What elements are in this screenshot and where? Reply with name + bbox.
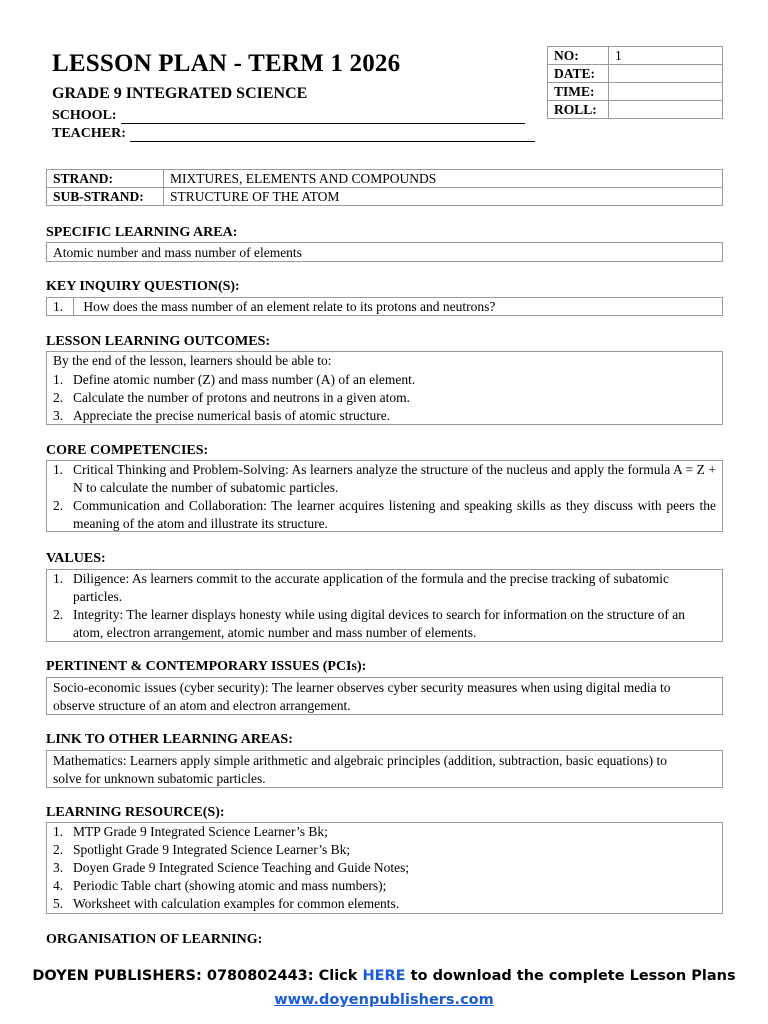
links-text: Mathematics: Learners apply simple arithmetic and algebraic principles (addition, subtraction, basic equations) to solve for unknown subatomic particles. [53, 753, 668, 786]
strand-label: STRAND: [47, 170, 164, 188]
pcis-box [46, 677, 723, 715]
list-item-text: Appreciate the precise numerical basis of atomic structure. [73, 408, 391, 423]
teacher-label: TEACHER: [52, 126, 126, 141]
list-item-text: Worksheet with calculation examples for common elements. [73, 896, 400, 911]
teacher-blank-line [130, 129, 535, 142]
list-item-text: Communication and Collaboration: The learner acquires listening and speaking skills as they discuss with peers the meaning of the atom and illustrate its structure. [73, 498, 716, 531]
list-item-number: 1. [53, 462, 64, 477]
school-label: SCHOOL: [52, 108, 117, 123]
list-item-number: 2. [53, 842, 64, 857]
list-item-number: 2. [53, 390, 64, 405]
date-label: DATE: [548, 65, 609, 83]
values-heading: VALUES: [46, 551, 106, 566]
footer-prefix: DOYEN PUBLISHERS: 0780802443: Click [32, 968, 363, 984]
resources-heading: LEARNING RESOURCE(S): [46, 805, 225, 820]
strand-row [47, 170, 723, 188]
specific-learning-area-heading: SPECIFIC LEARNING AREA: [46, 225, 238, 240]
teacher-field [52, 126, 535, 142]
list-item-number: 2. [53, 607, 64, 622]
resources-list [47, 823, 722, 913]
list-item-text: Doyen Grade 9 Integrated Science Teaching and Guide Notes; [73, 860, 410, 875]
key-inquiry-box [46, 297, 723, 316]
list-item [47, 371, 722, 389]
list-item-text: Spotlight Grade 9 Integrated Science Learner’s Bk; [73, 842, 351, 857]
outcomes-heading: LESSON LEARNING OUTCOMES: [46, 334, 271, 349]
footer-banner [0, 968, 768, 984]
list-item [47, 389, 722, 407]
substrand-value: STRUCTURE OF THE ATOM [164, 188, 723, 206]
strand-table [46, 169, 723, 206]
outcomes-list [47, 371, 722, 425]
meta-table [547, 46, 723, 119]
list-item-text: Diligence: As learners commit to the accurate application of the formula and the precise tracking of subatomic particles. [73, 571, 670, 604]
no-value: 1 [609, 47, 723, 65]
specific-learning-area-text: Atomic number and mass number of elements [53, 245, 302, 260]
list-item-text: Integrity: The learner displays honesty while using digital devices to search for information on the structure of an atom, electron arrangement, atomic number and mass number of elements. [73, 607, 685, 640]
no-label: NO: [548, 47, 609, 65]
pcis-heading: PERTINENT & CONTEMPORARY ISSUES (PCIs): [46, 659, 367, 674]
competencies-box [46, 460, 723, 532]
list-item [47, 841, 722, 859]
page-title: LESSON PLAN - TERM 1 2026 [52, 50, 401, 77]
time-label: TIME: [548, 83, 609, 101]
resources-box [46, 822, 723, 914]
organisation-heading: ORGANISATION OF LEARNING: [46, 932, 263, 947]
list-item [47, 895, 722, 913]
list-item [47, 606, 722, 642]
meta-row-time [548, 83, 723, 101]
values-box [46, 569, 723, 642]
list-item [47, 877, 722, 895]
list-item [47, 859, 722, 877]
key-inquiry-item [47, 298, 722, 315]
competencies-heading: CORE COMPETENCIES: [46, 443, 209, 458]
list-item-number: 4. [53, 878, 64, 893]
list-item-number: 3. [53, 408, 64, 423]
list-item [47, 461, 722, 497]
download-here-link[interactable]: HERE [362, 968, 406, 984]
list-item-number: 5. [53, 896, 64, 911]
specific-learning-area-box [46, 242, 723, 262]
outcomes-intro: By the end of the lesson, learners should be able to: [53, 353, 332, 368]
key-inquiry-text: How does the mass number of an element relate to its protons and neutrons? [83, 299, 496, 314]
values-list [47, 570, 722, 642]
list-item-number: 1. [53, 372, 64, 387]
date-value [609, 65, 723, 83]
list-item-text: Calculate the number of protons and neutrons in a given atom. [73, 390, 411, 405]
list-item-text: Define atomic number (Z) and mass number (A) of an element. [73, 372, 416, 387]
school-blank-line [121, 111, 525, 124]
list-item [47, 570, 722, 606]
strand-value: MIXTURES, ELEMENTS AND COMPOUNDS [164, 170, 723, 188]
list-item [47, 497, 722, 533]
key-inquiry-number: 1. [47, 298, 74, 315]
time-value [609, 83, 723, 101]
list-item-number: 3. [53, 860, 64, 875]
meta-row-date [548, 65, 723, 83]
links-box [46, 750, 723, 788]
list-item-text: MTP Grade 9 Integrated Science Learner’s Bk; [73, 824, 328, 839]
list-item [47, 823, 722, 841]
list-item-number: 2. [53, 498, 64, 513]
footer-suffix: to download the complete Lesson Plans [405, 968, 736, 984]
substrand-label: SUB-STRAND: [47, 188, 164, 206]
list-item [47, 407, 722, 425]
key-inquiry-heading: KEY INQUIRY QUESTION(S): [46, 279, 240, 294]
list-item-text: Critical Thinking and Problem-Solving: As learners analyze the structure of the nucleus and apply the formula A = Z + N to calculate the number of subatomic particles. [73, 462, 716, 495]
pcis-text: Socio-economic issues (cyber security): The learner observes cyber security measures when using digital media to observe structure of an atom and electron arrangement. [53, 680, 671, 713]
meta-row-roll [548, 101, 723, 119]
outcomes-box [46, 351, 723, 425]
meta-row-no [548, 47, 723, 65]
page-subtitle: GRADE 9 INTEGRATED SCIENCE [52, 85, 308, 102]
substrand-row [47, 188, 723, 206]
school-field [52, 108, 525, 124]
website-link[interactable]: www.doyenpublishers.com [274, 992, 494, 1008]
roll-value [609, 101, 723, 119]
links-heading: LINK TO OTHER LEARNING AREAS: [46, 732, 293, 747]
list-item-text: Periodic Table chart (showing atomic and mass numbers); [73, 878, 387, 893]
competencies-list [47, 461, 722, 533]
list-item-number: 1. [53, 824, 64, 839]
list-item-number: 1. [53, 571, 64, 586]
roll-label: ROLL: [548, 101, 609, 119]
